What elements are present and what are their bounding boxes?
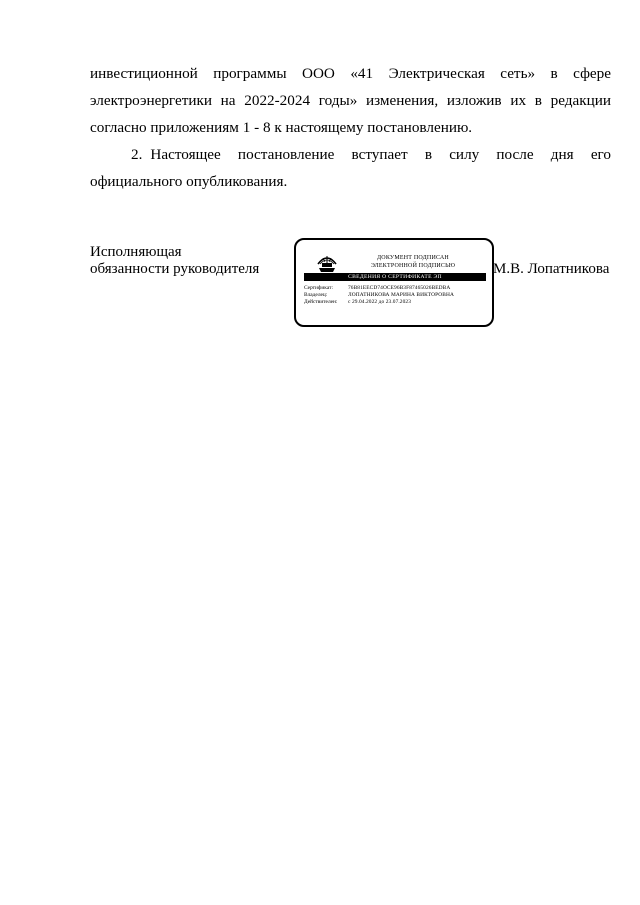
stamp-title-line-1: ДОКУМЕНТ ПОДПИСАН [377,255,449,261]
validity-value: с 29.04.2022 до 23.07.2023 [348,299,411,305]
validity-label: Действителен: [304,299,338,305]
validity-row [304,299,490,306]
owner-label: Владелец: [304,292,328,298]
stamp-title [336,254,490,270]
paragraph-2-text: Настоящее постановление вступает в силу после дня его официального опубликования. [90,146,611,190]
paragraph-2-number: 2. [131,146,143,163]
coat-of-arms-icon [316,250,338,274]
certificate-info-band: СВЕДЕНИЯ О СЕРТИФИКАТЕ ЭП [304,273,486,281]
certificate-value: 76B81EECD74OCE96B3F87465026BEDBA [348,285,451,291]
stamp-title-line-2: ЭЛЕКТРОННОЙ ПОДПИСЬЮ [370,263,456,269]
signatory-name: М.В. Лопатникова [493,261,610,277]
signatory-role-line-1: Исполняющая [90,244,182,260]
paragraph-1: инвестиционной программы ООО «41 Электрическая сеть» в сфере электроэнергетики на 2022-2024 годы» изменения, изложив их в редакции согласно приложениям 1 - 8 к настоящему постановлению. [90,65,611,136]
paragraph-2 [90,141,611,195]
signatory-role-line-2: обязанности руководителя [90,261,260,277]
certificate-details [304,285,490,306]
owner-value: ЛОПАТНИКОВА МАРИНА ВИКТОРОВНА [348,292,454,298]
certificate-label: Сертификат: [304,285,333,291]
owner-row [304,292,490,299]
certificate-row [304,285,490,292]
electronic-signature-stamp [294,238,494,327]
signatory-role [90,244,259,278]
